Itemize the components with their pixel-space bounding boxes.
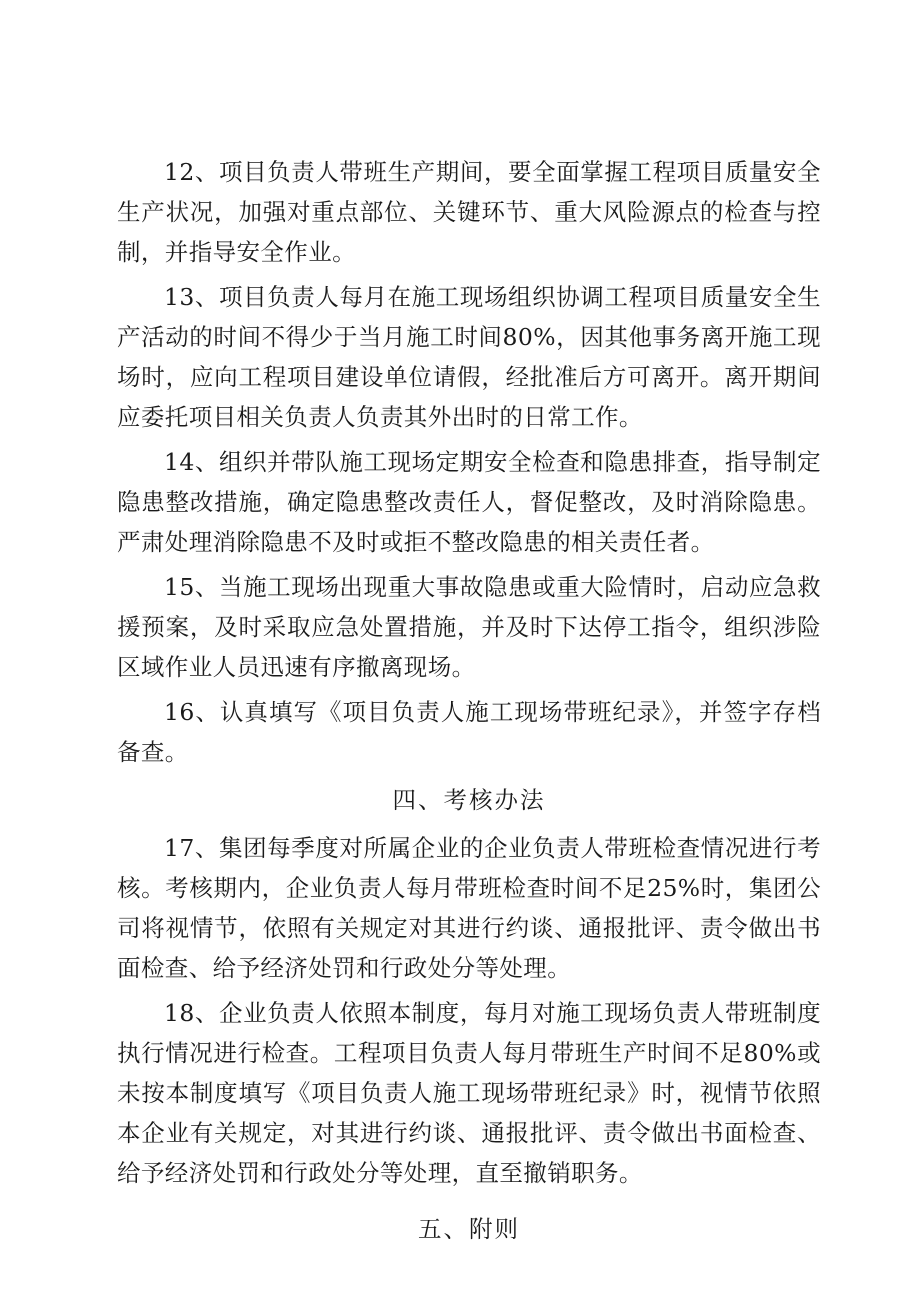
paragraph-12: 12、项目负责人带班生产期间，要全面掌握工程项目质量安全生产状况，加强对重点部位、关键环节、重大风险源点的检查与控制，并指导安全作业。 [117, 158, 821, 266]
paragraph-14: 14、组织并带队施工现场定期安全检查和隐患排查，指导制定隐患整改措施，确定隐患整改责任人，督促整改，及时消除隐患。严肃处理消除隐患不及时或拒不整改隐患的相关责任者。 [117, 448, 821, 556]
paragraph-15: 15、当施工现场出现重大事故隐患或重大险情时，启动应急救援预案，及时采取应急处置措施，并及时下达停工指令，组织涉险区域作业人员迅速有序撤离现场。 [117, 573, 821, 681]
paragraph-18: 18、企业负责人依照本制度，每月对施工现场负责人带班制度执行情况进行检查。工程项目负责人每月带班生产时间不足80%或未按本制度填写《项目负责人施工现场带班纪录》时，视情节依照本企业有关规定，对其进行约谈、通报批评、责令做出书面检查、给予经济处罚和行政处分等处理，直至撤销职务。 [117, 999, 821, 1187]
section-heading-appendix: 五、附则 [418, 1215, 520, 1243]
document-body [117, 152, 821, 1249]
section-heading-assessment: 四、考核办法 [392, 786, 546, 814]
paragraph-13: 13、项目负责人每月在施工现场组织协调工程项目质量安全生产活动的时间不得少于当月施工时间80%，因其他事务离开施工现场时，应向工程项目建设单位请假，经批准后方可离开。离开期间应委托项目相关负责人负责其外出时的日常工作。 [117, 283, 821, 431]
paragraph-16: 16、认真填写《项目负责人施工现场带班纪录》，并签字存档备查。 [117, 698, 821, 766]
paragraph-17: 17、集团每季度对所属企业的企业负责人带班检查情况进行考核。考核期内，企业负责人每月带班检查时间不足25%时，集团公司将视情节，依照有关规定对其进行约谈、通报批评、责令做出书面检查、给予经济处罚和行政处分等处理。 [117, 834, 821, 982]
